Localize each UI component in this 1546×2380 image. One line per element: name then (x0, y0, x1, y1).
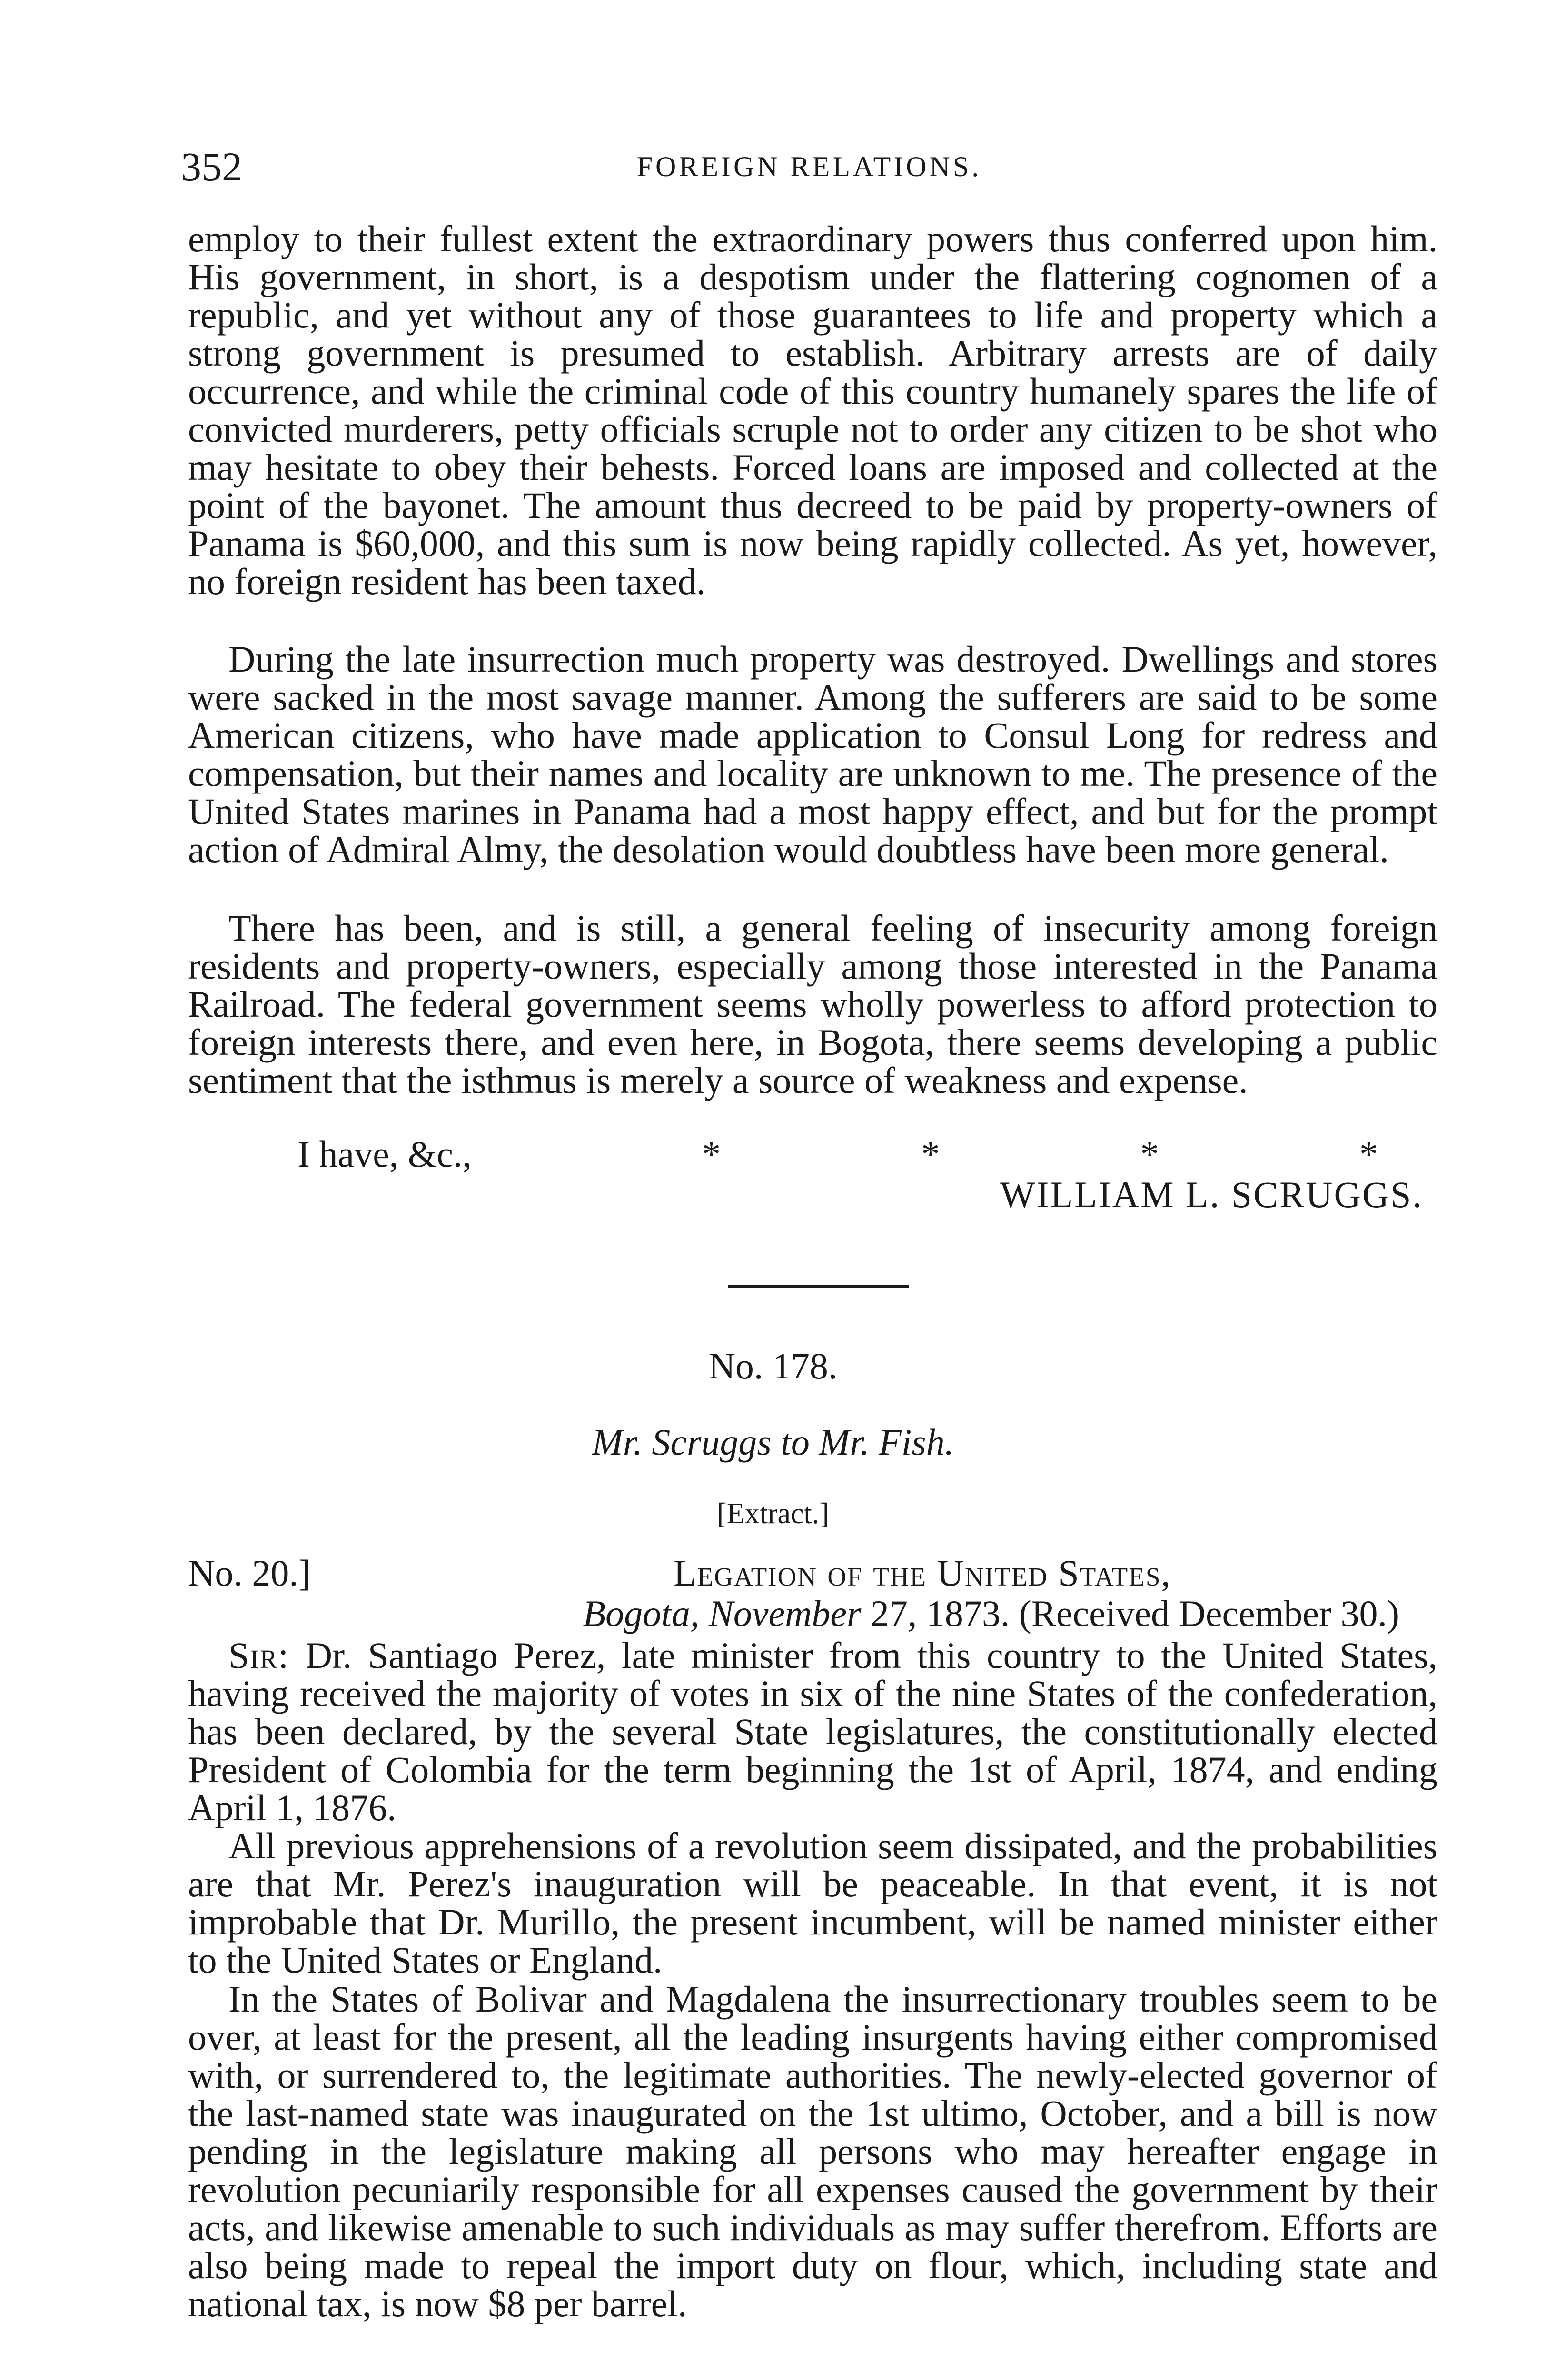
letter-one-paragraph-2 (188, 640, 1437, 869)
document-number: No. 178. (708, 1345, 838, 1387)
omission-asterisks (702, 1135, 1378, 1173)
section-divider (728, 1285, 909, 1288)
signature: WILLIAM L. SCRUGGS. (1000, 1174, 1423, 1215)
running-head: FOREIGN RELATIONS. (636, 151, 982, 182)
letter-two-paragraph-1 (188, 1636, 1437, 1827)
dateline-month: November (708, 1593, 862, 1634)
letter-two-paragraph-2 (188, 1827, 1437, 1979)
page-number: 352 (181, 144, 242, 189)
paragraph-text: In the States of Bolivar and Magdalena the insurrectionary troubles seem to be over, at least for the present, all the leading insurgents having either compromised with, or surrendered to, the legitimate authorities. The newly-elected governor of the last-named state was inaugurated on the 1st ultimo, October, and a bill is now pending in the legislature making all persons who may hereafter engage in revolution pecuniarily responsible for all expenses caused the government by their acts, and likewise amenable to such individuals as may suffer therefrom. Efforts are also being made to repeal the import duty on flour, which, including state and national tax, is now $8 per barrel. (188, 1978, 1437, 2324)
asterisk: * (1140, 1133, 1159, 1175)
extract-note: [Extract.] (717, 1497, 829, 1530)
legation-heading: Legation of the United States, (674, 1552, 1171, 1594)
dispatch-number: No. 20.] (188, 1552, 311, 1594)
salutation: Sir: (228, 1635, 290, 1676)
paragraph-text: During the late insurrection much property was destroyed. Dwellings and stores were sacked in the most savage manner. Among the sufferers are said to be some American citizens, who have made application to Consul Long for redress and compensation, but their names and locality are unknown to me. The presence of the United States marines in Panama had a most happy effect, and but for the prompt action of Admiral Almy, the desolation would doubtless have been more general. (188, 638, 1437, 870)
dateline-rest: 27, 1873. (Received December 30.) (870, 1593, 1399, 1634)
letter-one-paragraph-1 (188, 220, 1437, 601)
asterisk: * (921, 1133, 940, 1175)
paragraph-text: All previous apprehensions of a revolution seem dissipated, and the probabilities are that Mr. Perez's inauguration will be peaceable. In that event, it is not improbable that Dr. Murillo, the present incumbent, will be named minister either to the United States or England. (188, 1825, 1437, 1981)
document-title: Mr. Scruggs to Mr. Fish. (592, 1421, 954, 1463)
paragraph-body: Dr. Santiago Perez, late minister from this country to the United States, having received the majority of votes in six of the nine States of the confederation, has been declared, by the several State legislatures, the constitutionally elected President of Colombia for the term beginning the 1st of April, 1874, and ending April 1, 1876. (188, 1635, 1438, 1828)
dateline-place: Bogota, (583, 1593, 700, 1634)
dateline (188, 1592, 1399, 1635)
paragraph-text: employ to their fullest extent the extraordinary powers thus conferred upon him. His government, in short, is a despotism under the flattering cognomen of a republic, and yet without any of those guarantees to life and property which a strong government is presumed to establish. Arbitrary arrests are of daily occurrence, and while the criminal code of this country humanely spares the life of convicted murderers, petty officials scruple not to order any citizen to be shot who may hesitate to obey their behests. Forced loans are imposed and collected at the point of the bayonet. The amount thus decreed to be paid by property-owners of Panama is $60,000, and this sum is now being rapidly collected. As yet, however, no foreign resident has been taxed. (188, 218, 1437, 602)
asterisk: * (702, 1133, 721, 1175)
paragraph-text: There has been, and is still, a general feeling of insecurity among foreign residents and property-owners, especially among those interested in the Panama Railroad. The federal government seems wholly powerless to afford protection to foreign interests there, and even here, in Bogota, there seems developing a public sentiment that the isthmus is merely a source of weakness and expense. (188, 907, 1437, 1101)
asterisk: * (1359, 1133, 1378, 1175)
dispatch-heading (188, 1552, 1437, 1595)
letter-one-closing (188, 1135, 1437, 1216)
page-header (181, 138, 1437, 195)
letter-one-paragraph-3 (188, 909, 1437, 1100)
paragraph-text (188, 1636, 1437, 1827)
letter-two-paragraph-3 (188, 1980, 1437, 2323)
closing-phrase: I have, &c., (297, 1133, 472, 1175)
